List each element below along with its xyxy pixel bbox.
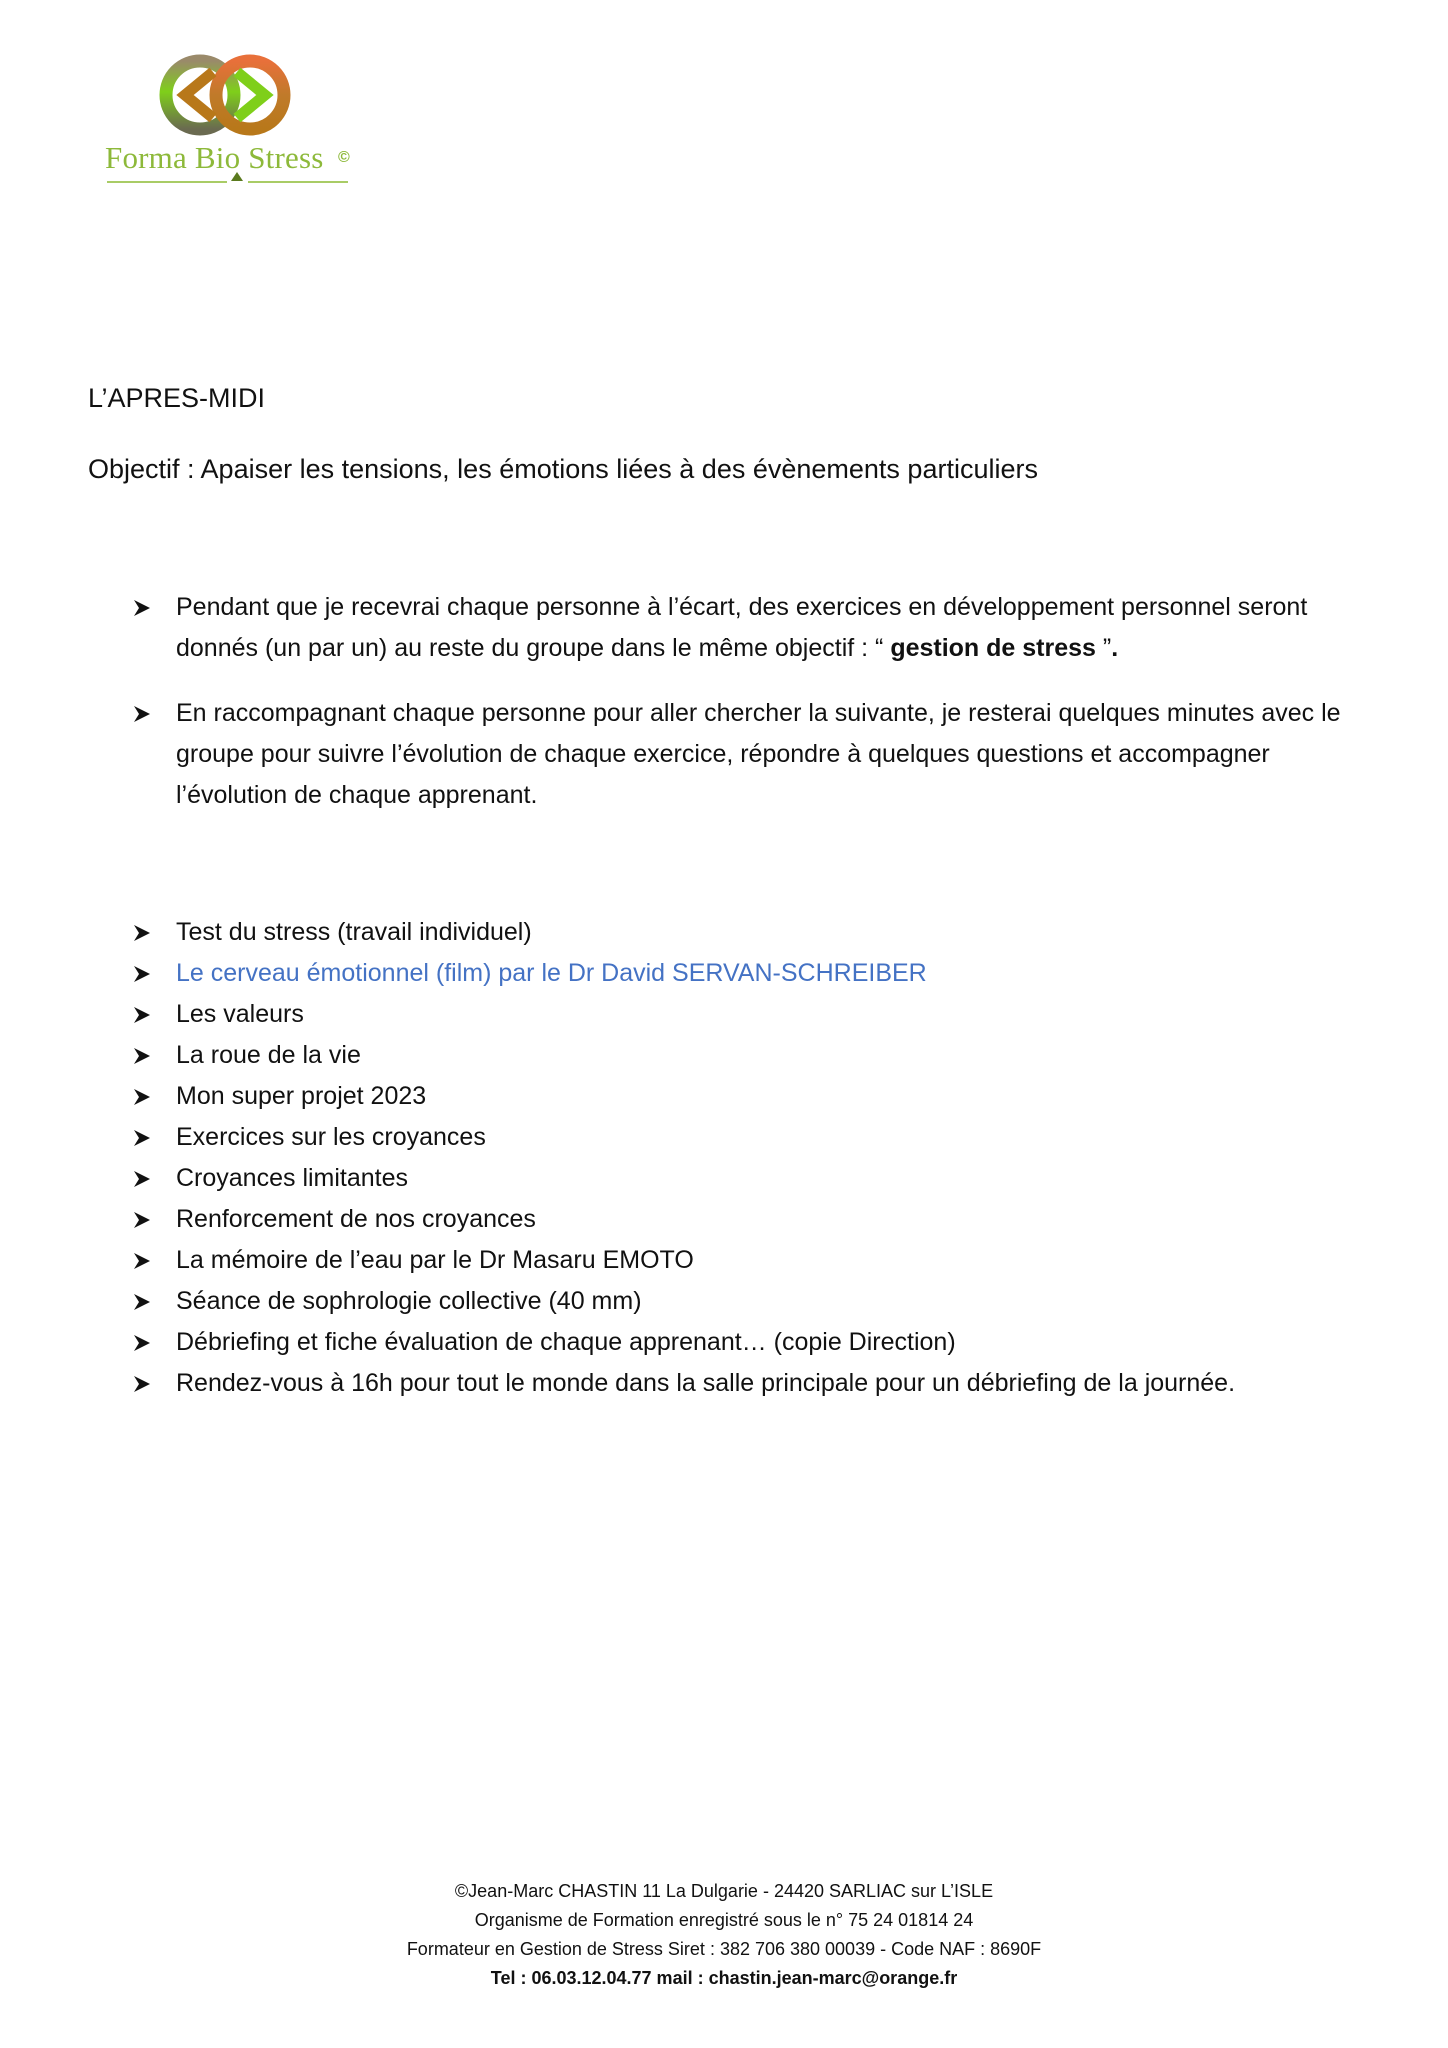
activity-list — [133, 912, 1353, 1404]
arrowhead-bullet-icon — [133, 1252, 151, 1270]
arrowhead-bullet-icon — [133, 1129, 151, 1147]
arrowhead-bullet-icon — [133, 1170, 151, 1188]
paragraph-bullet: En raccompagnant chaque personne pour aller chercher la suivante, je resterai quelques minutes avec le groupe pour suivre l’évolution de chaque exercice, répondre à quelques questions et accompagner l’évolution de chaque apprenant. — [133, 693, 1353, 816]
arrowhead-bullet-icon — [133, 924, 151, 942]
paragraph-bullet: Pendant que je recevrai chaque personne à l’écart, des exercices en développement personnel seront donnés (un par un) au reste du groupe dans le même objectif : “ gestion de stress ”. — [133, 587, 1353, 669]
list-item: Test du stress (travail individuel) — [133, 912, 1353, 953]
arrowhead-bullet-icon — [133, 1006, 151, 1024]
list-item: Rendez-vous à 16h pour tout le monde dans la salle principale pour un débriefing de la journée. — [133, 1363, 1353, 1404]
infinity-arrows-logo-icon — [155, 50, 295, 140]
logo-underline-left — [107, 181, 227, 183]
page-footer — [0, 1877, 1448, 1993]
list-item: Exercices sur les croyances — [133, 1117, 1353, 1158]
copyright-mark: © — [338, 149, 350, 166]
list-item: La roue de la vie — [133, 1035, 1353, 1076]
list-item: Séance de sophrologie collective (40 mm) — [133, 1281, 1353, 1322]
list-item: Les valeurs — [133, 994, 1353, 1035]
arrowhead-bullet-icon — [133, 599, 151, 617]
paragraph-bullets — [133, 587, 1353, 840]
arrowhead-bullet-icon — [133, 1211, 151, 1229]
arrowhead-bullet-icon — [133, 1375, 151, 1393]
list-item: Mon super projet 2023 — [133, 1076, 1353, 1117]
list-item: Croyances limitantes — [133, 1158, 1353, 1199]
arrowhead-bullet-icon — [133, 1088, 151, 1106]
brand-logo — [105, 50, 385, 190]
arrowhead-bullet-icon — [133, 1334, 151, 1352]
list-item: La mémoire de l’eau par le Dr Masaru EMOTO — [133, 1240, 1353, 1281]
footer-contact: Tel : 06.03.12.04.77 mail : chastin.jean-marc@orange.fr — [490, 1968, 958, 1988]
objective-text: Objectif : Apaiser les tensions, les émotions liées à des évènements particuliers — [88, 454, 1038, 484]
footer-address: ©Jean-Marc CHASTIN 11 La Dulgarie - 24420 SARLIAC sur L’ISLE — [454, 1881, 994, 1901]
arrowhead-bullet-icon — [133, 705, 151, 723]
list-item: Renforcement de nos croyances — [133, 1199, 1353, 1240]
arrowhead-bullet-icon — [133, 965, 151, 983]
arrowhead-bullet-icon — [133, 1293, 151, 1311]
section-title: L’APRES-MIDI — [88, 383, 266, 413]
logo-triangle-icon — [231, 172, 243, 181]
list-item: Débriefing et fiche évaluation de chaque apprenant… (copie Direction) — [133, 1322, 1353, 1363]
logo-underline-right — [248, 181, 348, 183]
brand-name: Forma Bio Stress — [105, 140, 324, 175]
footer-siret: Formateur en Gestion de Stress Siret : 382 706 380 00039 - Code NAF : 8690F — [406, 1939, 1042, 1959]
footer-registration: Organisme de Formation enregistré sous le n° 75 24 01814 24 — [474, 1910, 974, 1930]
film-link[interactable]: Le cerveau émotionnel (film) par le Dr David SERVAN-SCHREIBER — [176, 959, 927, 987]
arrowhead-bullet-icon — [133, 1047, 151, 1065]
emphasis-text: gestion de stress — [890, 634, 1096, 662]
list-item — [133, 953, 1353, 994]
